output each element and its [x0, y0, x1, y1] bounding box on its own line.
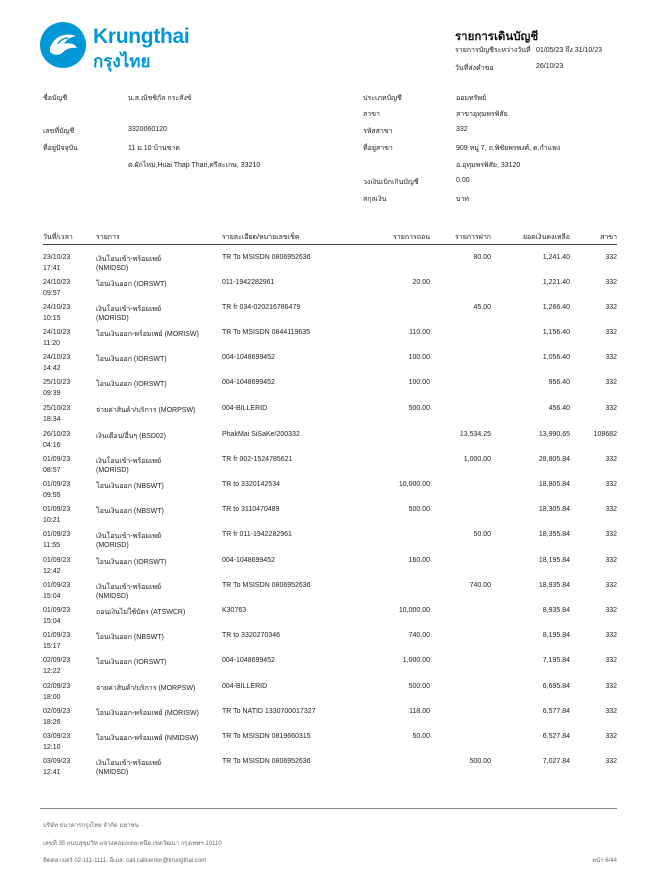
row-detail: TR fr 002-1524785621	[222, 456, 293, 463]
row-item: โอนเงินออก (IORSWT)	[96, 356, 167, 363]
table-row	[43, 758, 617, 783]
table-row	[43, 456, 617, 481]
row-branch: 332	[605, 254, 617, 261]
period-value: 01/05/23 ถึง 31/10/23	[536, 47, 603, 54]
row-balance: 28,805.84	[538, 456, 570, 463]
footer-address: เลขที่ 35 ถนนสุขุมวิท แขวงคลองเตยเหนือ เขตวัฒนา กรุงเทพฯ 10110	[43, 841, 222, 847]
row-branch: 332	[605, 379, 617, 386]
row-withdraw: 118.00	[409, 708, 430, 715]
row-item: ถอนเงินไม่ใช้บัตร (ATSWCR)	[96, 609, 186, 616]
row-time: 12:41	[43, 769, 61, 776]
table-row	[43, 657, 617, 682]
branch-code-label: รหัสสาขา	[363, 128, 393, 135]
col-balance: ยอดเงินคงเหลือ	[522, 234, 570, 241]
row-branch: 332	[605, 683, 617, 690]
row-date: 03/09/23	[43, 733, 71, 740]
row-balance: 1,266.40	[542, 304, 570, 311]
row-balance: 18,355.84	[538, 531, 570, 538]
row-branch: 332	[605, 657, 617, 664]
row-branch: 332	[605, 354, 617, 361]
table-row	[43, 632, 617, 657]
page-title: รายการเดินบัญชี	[455, 31, 539, 43]
row-detail: 004-1048699452	[222, 354, 275, 361]
row-balance: 8,195.84	[542, 632, 570, 639]
table-row	[43, 379, 617, 404]
row-date: 01/09/23	[43, 557, 71, 564]
row-time: 15:17	[43, 643, 61, 650]
row-date: 01/09/23	[43, 531, 71, 538]
row-item: จ่ายค่าสินค้า/บริการ (MORPSW)	[96, 407, 196, 414]
row-item: เงินโอนเข้า-พร้อมเพย์	[96, 533, 162, 540]
bird-emblem-icon	[40, 22, 86, 68]
table-row	[43, 531, 617, 556]
col-item: รายการ	[96, 234, 120, 241]
row-branch: 332	[605, 758, 617, 765]
overdraft-label: วงเงินเบิกเกินบัญชี	[363, 179, 419, 186]
row-date: 01/09/23	[43, 582, 71, 589]
row-item: เงินโอนเข้า-พร้อมเพย์	[96, 306, 162, 313]
col-withdraw: รายการถอน	[393, 234, 430, 241]
print-date-label: วันที่ส่งคำขอ	[455, 65, 494, 72]
row-detail: TR To MSISDN 0844119635	[222, 329, 311, 336]
row-detail: TR To NATID 1330700017327	[222, 708, 316, 715]
brand-name-en: Krungthai	[93, 25, 190, 48]
row-detail: 004-1048699452	[222, 557, 275, 564]
row-time: 18:34	[43, 416, 61, 423]
branch-code-value: 332	[456, 126, 468, 133]
row-item: โอนเงินออก-พร้อมเพย์ (NMIDSW)	[96, 735, 199, 742]
row-item: โอนเงินออก (NBSWT)	[96, 483, 164, 490]
row-deposit: 80.00	[473, 254, 491, 261]
row-detail: 004-BILLERID	[222, 405, 268, 412]
row-item-code: (NMIDSD)	[96, 593, 129, 600]
row-branch: 332	[605, 481, 617, 488]
row-balance: 456.40	[548, 405, 570, 412]
row-detail: PhakMai SiSaKe/200332	[222, 431, 300, 438]
row-time: 15:04	[43, 593, 61, 600]
branch-label: สาขา	[363, 111, 380, 118]
row-detail: TR To MSISDN 0806952636	[222, 582, 311, 589]
row-date: 25/10/23	[43, 405, 71, 412]
row-balance: 6,577.84	[542, 708, 570, 715]
row-withdraw: 10,000.00	[398, 481, 430, 488]
branch-address-line2: อ.อุทุมพรพิสัย, 33120	[456, 162, 521, 169]
row-detail: 004-BILLERID	[222, 683, 268, 690]
row-item: เงินโอนเข้า-พร้อมเพย์	[96, 584, 162, 591]
row-branch: 332	[605, 405, 617, 412]
branch-address-line1: 909 หมู่ 7, ถ.พิชัยพรพงศ์, ต.กำแพง	[456, 145, 561, 152]
row-withdraw: 10,000.00	[398, 607, 430, 614]
row-time: 12:22	[43, 668, 61, 675]
address-line1: 11 ม.10 บ้านชาด	[128, 145, 180, 152]
table-row	[43, 329, 617, 354]
row-balance: 18,805.84	[538, 481, 570, 488]
row-branch: 332	[605, 506, 617, 513]
row-balance: 7,027.84	[542, 758, 570, 765]
row-balance: 1,221.40	[542, 279, 570, 286]
row-withdraw: 500.00	[408, 405, 430, 412]
row-item: โอนเงินออก-พร้อมเพย์ (MORISW)	[96, 710, 199, 717]
address-line2: ต.ผักไหม,Huai Thap Than,ศรีสะเกษ, 33210	[128, 162, 261, 169]
row-date: 24/10/23	[43, 279, 71, 286]
row-item: โอนเงินออก (NBSWT)	[96, 634, 164, 641]
col-date: วันที่/เวลา	[43, 234, 73, 241]
row-withdraw: 100.00	[408, 354, 430, 361]
row-date: 02/09/23	[43, 657, 71, 664]
row-balance: 6,695.84	[542, 683, 570, 690]
table-row	[43, 506, 617, 531]
row-item: โอนเงินออก (IORSWT)	[96, 559, 167, 566]
row-time: 12:42	[43, 568, 61, 575]
table-row	[43, 708, 617, 733]
row-date: 01/09/23	[43, 607, 71, 614]
row-withdraw: 740.00	[408, 632, 430, 639]
row-item: โอนเงินออก (NBSWT)	[96, 508, 164, 515]
row-detail: TR to 3320270346	[222, 632, 280, 639]
row-item: จ่ายค่าสินค้า/บริการ (MORPSW)	[96, 685, 196, 692]
account-number-label: เลขที่บัญชี	[43, 128, 75, 135]
row-balance: 18,195.84	[538, 557, 570, 564]
row-balance: 1,056.40	[542, 354, 570, 361]
table-row	[43, 405, 617, 430]
row-withdraw: 160.00	[408, 557, 430, 564]
row-branch: 332	[605, 557, 617, 564]
row-withdraw: 50.00	[412, 733, 430, 740]
row-withdraw: 500.00	[408, 683, 430, 690]
row-withdraw: 20.00	[412, 279, 430, 286]
currency-value: บาท	[456, 196, 469, 203]
row-date: 01/09/23	[43, 506, 71, 513]
row-time: 15:04	[43, 618, 61, 625]
row-detail: 004-1048699452	[222, 657, 275, 664]
row-detail: TR to 3110470489	[222, 506, 280, 513]
row-deposit: 50.00	[473, 531, 491, 538]
footer-divider	[40, 808, 617, 809]
print-date-value: 26/10/23	[536, 63, 564, 70]
row-time: 14:42	[43, 365, 61, 372]
row-item: เงินโอนเข้า-พร้อมเพย์	[96, 458, 162, 465]
address-label: ที่อยู่ปัจจุบัน	[43, 145, 78, 152]
table-row	[43, 304, 617, 329]
row-branch: 332	[605, 607, 617, 614]
row-time: 09:39	[43, 390, 61, 397]
footer-company: บริษัท ธนาคารกรุงไทย จำกัด มหาชน	[43, 823, 139, 829]
row-deposit: 1,000.00	[463, 456, 491, 463]
row-item: เงินเดือน/อื่นๆ (BSD02)	[96, 433, 167, 440]
row-balance: 956.40	[548, 379, 570, 386]
row-item-code: (MORISD)	[96, 315, 129, 322]
row-detail: TR fr 011-1942282961	[222, 531, 292, 538]
row-item: โอนเงินออก-พร้อมเพย์ (MORISW)	[96, 331, 199, 338]
row-time: 11:55	[43, 542, 60, 549]
account-number-value: 3320060120	[128, 126, 167, 133]
row-balance: 6,527.84	[542, 733, 570, 740]
row-balance: 8,935.84	[542, 607, 570, 614]
row-deposit: 500.00	[469, 758, 491, 765]
table-row	[43, 582, 617, 607]
col-branch: สาขา	[600, 234, 617, 241]
krungthai-logo	[40, 22, 86, 68]
row-withdraw: 110.00	[409, 329, 430, 336]
row-withdraw: 500.00	[408, 506, 430, 513]
row-balance: 18,305.84	[538, 506, 570, 513]
table-row	[43, 481, 617, 506]
row-date: 24/10/23	[43, 354, 71, 361]
account-name-label: ชื่อบัญชี	[43, 95, 68, 102]
account-type-label: ประเภทบัญชี	[363, 95, 402, 102]
row-date: 24/10/23	[43, 304, 71, 311]
row-date: 03/09/23	[43, 758, 71, 765]
page-number: หน้า 6/44	[592, 858, 617, 864]
row-balance: 1,156.40	[542, 329, 570, 336]
row-deposit: 45.00	[473, 304, 491, 311]
table-row	[43, 683, 617, 708]
table-row	[43, 431, 617, 456]
row-date: 26/10/23	[43, 431, 71, 438]
row-detail: TR To MSISDN 0806952636	[222, 758, 311, 765]
row-branch: 332	[605, 279, 617, 286]
col-deposit: รายการฝาก	[455, 234, 491, 241]
row-detail: TR To MSISDN 0819660315	[222, 733, 311, 740]
row-balance: 7,195.84	[542, 657, 570, 664]
row-branch: 332	[605, 329, 617, 336]
row-time: 04:16	[43, 442, 61, 449]
overdraft-value: 0.00	[456, 177, 470, 184]
row-branch: 332	[605, 582, 617, 589]
row-date: 23/10/23	[43, 254, 71, 261]
row-item-code: (NMIDSD)	[96, 769, 129, 776]
row-time: 08:57	[43, 467, 61, 474]
row-date: 02/09/23	[43, 708, 71, 715]
row-date: 02/09/23	[43, 683, 71, 690]
footer-contact: ติดต่อ เบอร์ 02-111-1111, อีเมล: call.callcenter@krungthai.com	[43, 858, 207, 864]
table-row	[43, 254, 617, 279]
row-time: 12:10	[43, 744, 61, 751]
row-detail: 011-1942282961	[222, 279, 275, 286]
row-detail: TR fr 034-020216786479	[222, 304, 301, 311]
row-time: 11:20	[43, 340, 60, 347]
row-detail: K30763	[222, 607, 247, 614]
row-item: เงินโอนเข้า-พร้อมเพย์	[96, 760, 162, 767]
row-deposit: 740.00	[469, 582, 491, 589]
row-balance: 13,990.65	[538, 431, 570, 438]
row-time: 17:41	[43, 265, 61, 272]
row-withdraw: 100.00	[408, 379, 430, 386]
account-type-value: ออมทรัพย์	[456, 95, 487, 102]
row-item-code: (MORISD)	[96, 467, 129, 474]
branch-address-label: ที่อยู่สาขา	[363, 145, 393, 152]
brand-name-th: กรุงไทย	[93, 52, 151, 71]
row-branch: 108682	[593, 431, 617, 438]
row-date: 01/09/23	[43, 632, 71, 639]
row-detail: 004-1048699452	[222, 379, 275, 386]
row-withdraw: 1,000.00	[402, 657, 430, 664]
table-row	[43, 279, 617, 304]
row-branch: 332	[605, 304, 617, 311]
row-branch: 332	[605, 733, 617, 740]
row-branch: 332	[605, 708, 617, 715]
row-item-code: (MORISD)	[96, 542, 129, 549]
row-date: 01/09/23	[43, 456, 71, 463]
row-date: 01/09/23	[43, 481, 71, 488]
row-date: 24/10/23	[43, 329, 71, 336]
branch-value: สาขาอุทุมพรพิสัย	[456, 111, 508, 118]
row-detail: TR to 3320142534	[222, 481, 280, 488]
table-row	[43, 354, 617, 379]
row-item: โอนเงินออก (IORSWT)	[96, 281, 167, 288]
row-date: 25/10/23	[43, 379, 71, 386]
col-detail: รายละเอียด/หมายเลขเช็ค	[222, 234, 300, 241]
row-item: โอนเงินออก (IORSWT)	[96, 381, 167, 388]
account-name-value: น.ส.ณัชชิกัล กระสังข์	[128, 95, 192, 102]
row-time: 10:15	[43, 315, 61, 322]
row-detail: TR To MSISDN 0806952636	[222, 254, 311, 261]
row-deposit: 13,534.25	[459, 431, 491, 438]
row-balance: 18,935.84	[538, 582, 570, 589]
row-time: 09:57	[43, 290, 61, 297]
row-branch: 332	[605, 531, 617, 538]
table-row	[43, 733, 617, 758]
period-label: รายการบัญชีระหว่างวันที่	[455, 47, 531, 54]
row-time: 10:21	[43, 517, 61, 524]
row-item-code: (NMIDSD)	[96, 265, 129, 272]
row-time: 18:00	[43, 694, 61, 701]
row-item: โอนเงินออก (IORSWT)	[96, 659, 167, 666]
row-branch: 332	[605, 456, 617, 463]
row-item: เงินโอนเข้า-พร้อมเพย์	[96, 256, 162, 263]
table-row	[43, 557, 617, 582]
row-balance: 1,241.40	[542, 254, 570, 261]
row-branch: 332	[605, 632, 617, 639]
currency-label: สกุลเงิน	[363, 196, 387, 203]
row-time: 18:26	[43, 719, 61, 726]
row-time: 09:55	[43, 492, 61, 499]
table-row	[43, 607, 617, 632]
